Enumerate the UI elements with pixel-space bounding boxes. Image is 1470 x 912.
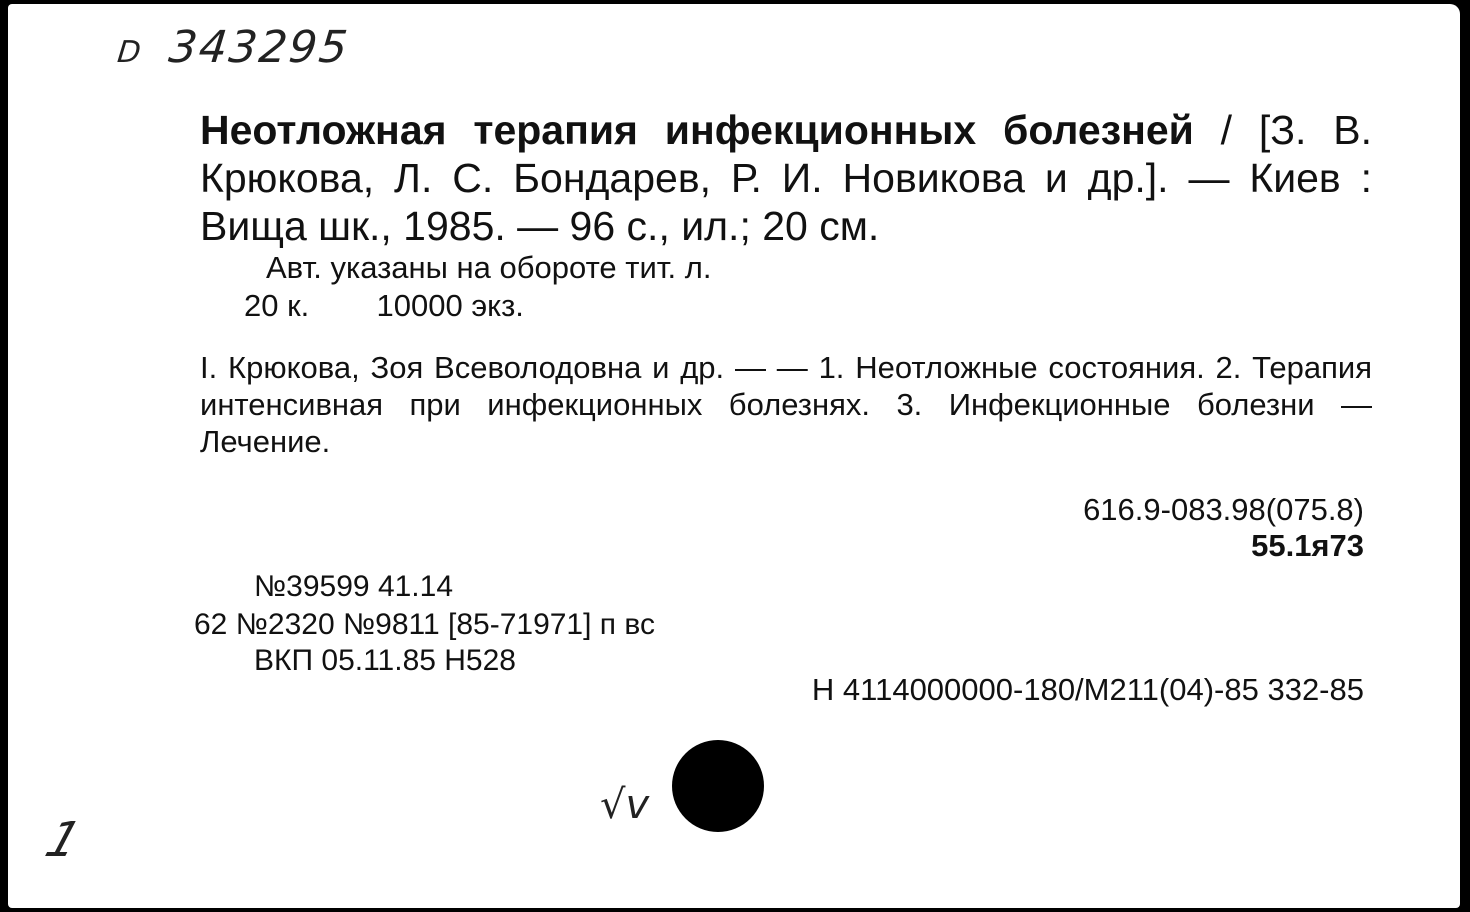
accession-line-2	[194, 608, 655, 642]
accession-number: 62	[194, 608, 228, 641]
accession-details: №2320 №9811 [85-71971] п вс	[235, 608, 655, 641]
bbk-code: 55.1я73	[1251, 528, 1364, 563]
inventory-value: 343295	[166, 22, 352, 73]
accession-line-3: ВКП 05.11.85 Н528	[254, 644, 516, 677]
record-responsibility: / [З. В. Крюкова, Л. С. Бондарев, Р. И. Новикова и др.]. — Киев : Вища шк., 1985. — 96 с., ил.; 20 см.	[200, 107, 1372, 249]
accession-line-1: №39599 41.14	[254, 570, 454, 603]
inventory-prefix: D	[115, 35, 145, 70]
udc-code: 616.9-083.98(075.8)	[1083, 492, 1364, 527]
accession-code: Н 4114000000-180/М211(04)-85 332-85	[811, 672, 1364, 707]
inventory-number	[115, 22, 351, 73]
record-title: Неотложная терапия инфекционных болезней	[200, 107, 1194, 153]
punched-dot	[672, 740, 764, 832]
handwritten-check-mark: √v	[600, 782, 650, 828]
subject-headings: I. Крюкова, Зоя Всеволодовна и др. — — 1. Неотложные состояния. 2. Терапия интенсивная при инфекционных болезнях. 3. Инфекционные болезни — Лечение.	[200, 350, 1372, 459]
catalog-card	[8, 4, 1460, 908]
record-price-line	[244, 288, 524, 324]
handwritten-number: 1	[38, 812, 88, 868]
record-price: 20 к.	[244, 288, 310, 323]
record-title-block	[200, 106, 1372, 250]
record-note: Авт. указаны на обороте тит. л.	[266, 250, 712, 285]
record-copies: 10000 экз.	[376, 288, 524, 323]
